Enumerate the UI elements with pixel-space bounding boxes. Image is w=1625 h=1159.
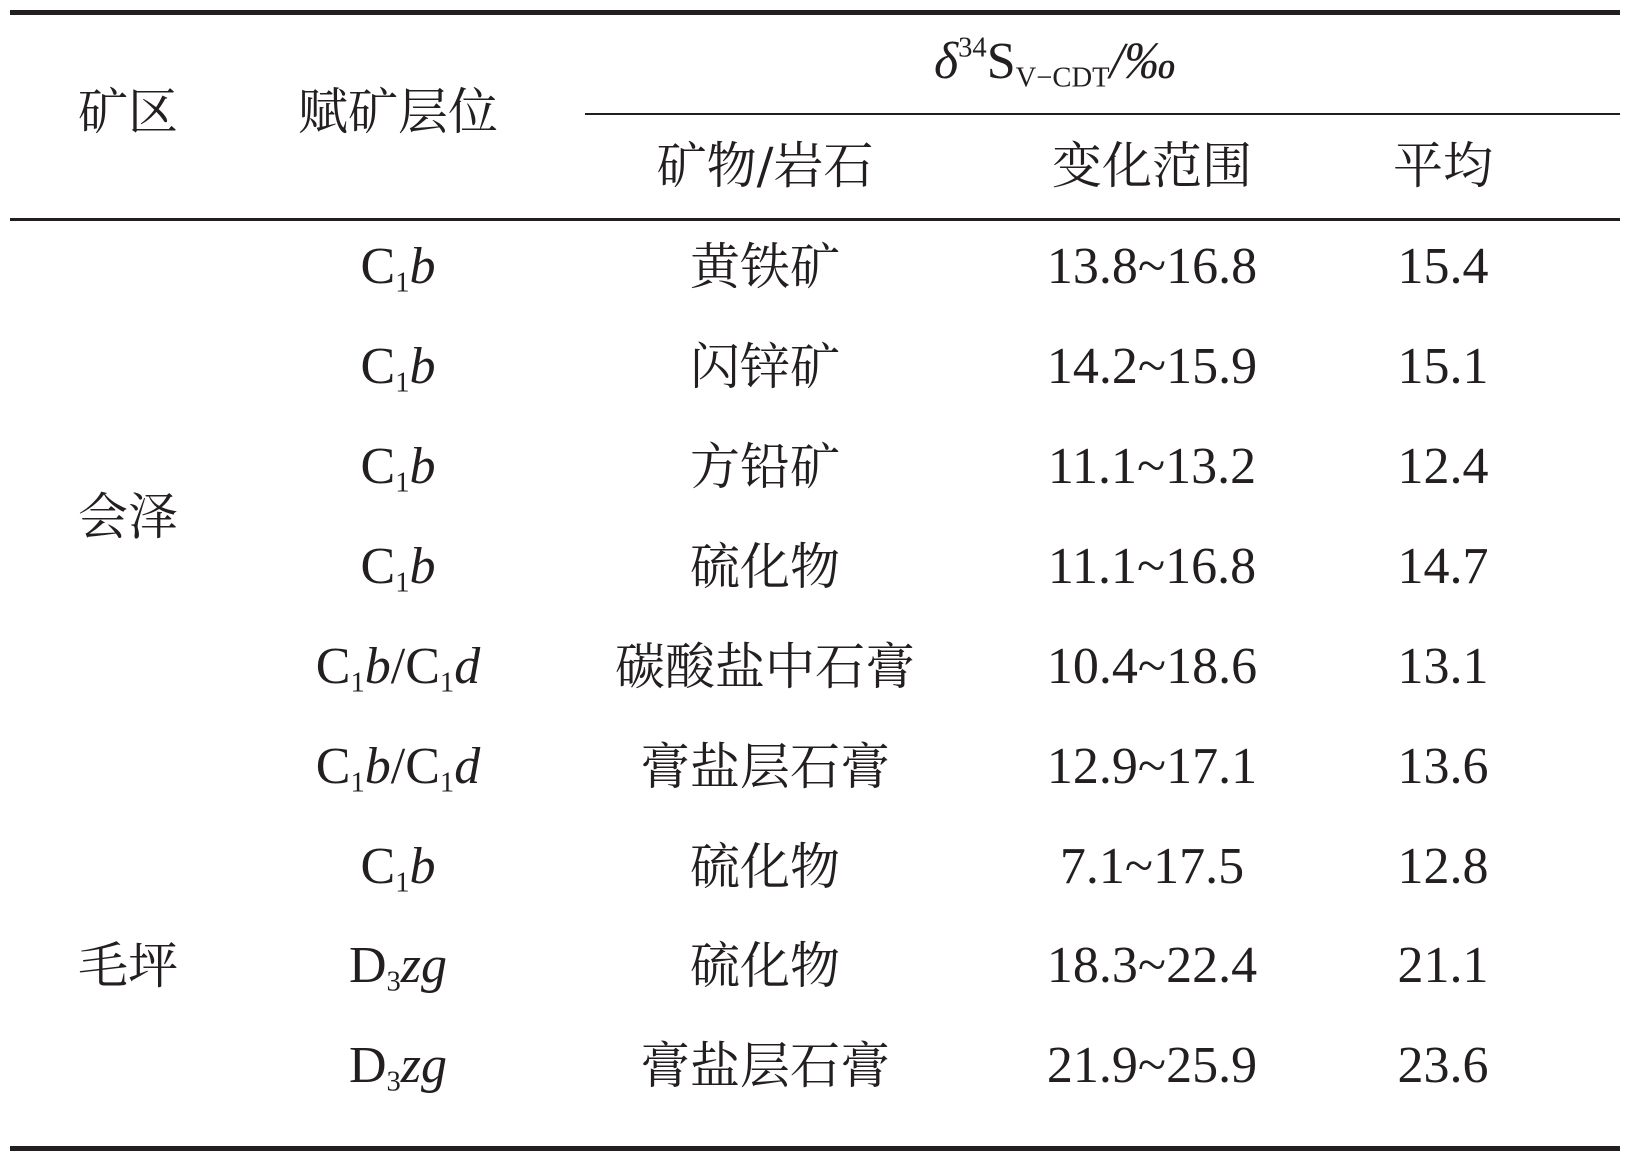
range-cell: 10.4~18.6 — [1046, 638, 1258, 695]
element-symbol: S — [986, 33, 1016, 90]
mineral-cell: 闪锌矿 — [690, 338, 840, 396]
horizon-cell: $D_3zg$ — [348, 1037, 448, 1098]
mineral-cell: 硫化物 — [690, 937, 840, 995]
horizon-cell: $C_1b/C_1d$ — [315, 638, 481, 699]
range-cell: 12.9~17.1 — [1046, 738, 1258, 795]
mean-cell: 23.6 — [1397, 1037, 1489, 1094]
range-cell: 13.8~16.8 — [1046, 238, 1258, 295]
mineral-cell: 方铅矿 — [690, 438, 840, 496]
horizon-cell: $C_1b$ — [360, 538, 436, 599]
range-cell: 11.1~13.2 — [1047, 438, 1257, 495]
header-mean: 平均 — [1393, 137, 1493, 195]
mean-cell: 14.7 — [1397, 538, 1489, 595]
header-mineral: 矿物/岩石 — [656, 137, 874, 195]
header-sulfur-isotope — [933, 32, 1177, 94]
mean-cell: 13.6 — [1397, 738, 1489, 795]
unit-label: /‰ — [1109, 33, 1177, 90]
range-cell: 21.9~25.9 — [1046, 1037, 1258, 1094]
delta-symbol: δ — [933, 33, 959, 90]
header-group-rule — [585, 113, 1620, 115]
mean-cell: 15.1 — [1397, 338, 1489, 395]
range-cell: 14.2~15.9 — [1046, 338, 1258, 395]
district-huize: 会泽 — [78, 488, 178, 546]
table-top-rule — [10, 10, 1620, 15]
horizon-cell: $C_1b$ — [360, 838, 436, 899]
mass-number: 34 — [958, 32, 987, 64]
mean-cell: 12.8 — [1397, 838, 1489, 895]
mineral-cell: 黄铁矿 — [690, 238, 840, 296]
range-cell: 11.1~16.8 — [1047, 538, 1257, 595]
range-cell: 7.1~17.5 — [1059, 838, 1245, 895]
mineral-cell: 膏盐层石膏 — [640, 1037, 890, 1095]
horizon-cell: $C_1b$ — [360, 438, 436, 499]
mineral-cell: 膏盐层石膏 — [640, 738, 890, 796]
horizon-cell: $D_3zg$ — [348, 937, 448, 998]
mean-cell: 15.4 — [1397, 238, 1489, 295]
district-maoping: 毛坪 — [78, 937, 178, 995]
header-district: 矿区 — [78, 83, 178, 141]
horizon-cell: $C_1b/C_1d$ — [315, 738, 481, 799]
mineral-cell: 硫化物 — [690, 838, 840, 896]
mean-cell: 12.4 — [1397, 438, 1489, 495]
range-cell: 18.3~22.4 — [1046, 937, 1258, 994]
horizon-cell: $C_1b$ — [360, 338, 436, 399]
mineral-cell: 硫化物 — [690, 538, 840, 596]
mineral-cell: 碳酸盐中石膏 — [615, 638, 915, 696]
table-bottom-rule — [10, 1146, 1620, 1151]
standard-label: V−CDT — [1015, 62, 1110, 94]
header-bottom-rule — [10, 218, 1620, 221]
mean-cell: 21.1 — [1397, 937, 1489, 994]
header-horizon: 赋矿层位 — [298, 83, 498, 141]
horizon-cell: $C_1b$ — [360, 238, 436, 299]
mean-cell: 13.1 — [1397, 638, 1489, 695]
header-range: 变化范围 — [1052, 137, 1252, 195]
